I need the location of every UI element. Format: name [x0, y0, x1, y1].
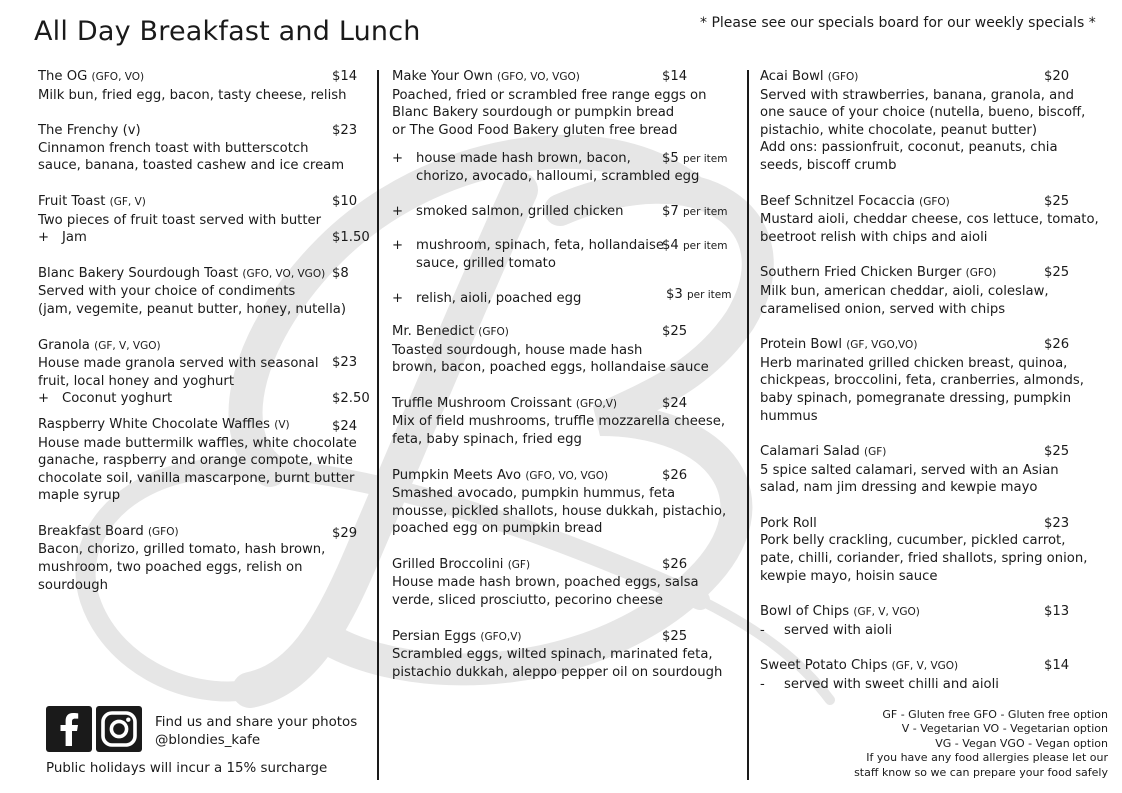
dietary-tag: (GFO): [827, 71, 859, 83]
item-description: Milk bun, american cheddar, aioli, coleslaw,: [760, 283, 1049, 299]
plus-sign: +: [392, 203, 404, 219]
item-name: Breakfast Board: [38, 523, 144, 539]
extra-description: smoked salmon, grilled chicken: [416, 203, 624, 219]
dash-bullet: -: [760, 622, 765, 638]
dietary-tag: (GF): [864, 446, 887, 459]
item-description: hummus: [760, 408, 818, 424]
specials-note: * Please see our specials board for our weekly specials *: [700, 15, 1096, 31]
dietary-tag: (GFO): [965, 267, 997, 280]
item-name: The Frenchy: [38, 123, 119, 139]
social-icons: [46, 706, 142, 752]
dietary-tag: (GFO): [147, 525, 179, 538]
item-description: feta, baby spinach, fried egg: [392, 431, 582, 447]
item-description: served with aioli: [784, 622, 893, 638]
menu-item-grilled-broccolini: [392, 556, 742, 610]
allergy-note: If you have any food allergies please let our: [866, 751, 1108, 765]
dietary-tag: (GF, V): [109, 195, 146, 208]
instagram-icon[interactable]: [96, 706, 142, 752]
item-description: 5 spice salted calamari, served with an Asian: [760, 462, 1059, 478]
extra-price: $4: [662, 238, 679, 254]
item-description: chocolate soil, vanilla mascarpone, burnt butter: [38, 470, 355, 486]
item-description: House made hash brown, poached eggs, salsa: [392, 575, 699, 591]
addon-price: $2.50: [332, 391, 370, 407]
item-name: Pumpkin Meets Avo: [392, 467, 522, 483]
item-description: Bacon, chorizo, grilled tomato, hash brown,: [38, 542, 326, 558]
item-name: Pork Roll: [760, 515, 817, 531]
item-price: $24: [332, 418, 358, 434]
dietary-tag: (GF, V, VGO): [94, 339, 161, 352]
item-price: $25: [1044, 444, 1070, 460]
menu-item-mr-benedict: [392, 323, 742, 377]
menu-item-sweet-potato-chips: [760, 657, 1110, 693]
item-description: Cinnamon french toast with butterscotch: [38, 140, 309, 156]
plus-sign: +: [38, 391, 50, 407]
menu-item-pumpkin-meets-avo: [392, 467, 742, 538]
addon-coconut-yoghurt: [38, 390, 376, 408]
extra-option: [392, 237, 742, 272]
dash-bullet: -: [760, 677, 765, 693]
item-name: Blanc Bakery Sourdough Toast: [38, 265, 239, 281]
item-name: Truffle Mushroom Croissant: [392, 395, 572, 411]
dietary-tag: (GF, V, VGO): [853, 606, 920, 619]
item-name: Granola: [38, 337, 90, 353]
dietary-tag: (GFO,V): [575, 397, 618, 410]
extra-price: $3: [666, 287, 683, 303]
item-price: $25: [662, 323, 688, 339]
menu-item-chicken-burger: [760, 264, 1110, 318]
item-price: $29: [332, 525, 358, 541]
item-description: served with sweet chilli and aioli: [784, 677, 999, 693]
item-description: or The Good Food Bakery gluten free bread: [392, 122, 678, 138]
column-divider-right: [747, 70, 749, 780]
plus-sign: +: [38, 230, 50, 246]
item-description: Served with strawberries, banana, granola, and: [760, 87, 1074, 103]
menu-item-breakfast-board: [38, 523, 376, 594]
legend-line: V - Vegetarian VO - Vegetarian option: [901, 722, 1108, 736]
item-name: Southern Fried Chicken Burger: [760, 265, 962, 281]
extra-description: relish, aioli, poached egg: [416, 291, 582, 307]
price-unit: per item: [682, 153, 728, 166]
menu-item-the-og: [38, 68, 376, 104]
item-description: kewpie mayo, hoisin sauce: [760, 568, 938, 584]
item-price: $26: [1044, 337, 1070, 353]
extra-price: $7: [662, 203, 679, 219]
item-price: $20: [1044, 69, 1070, 84]
extra-price: $5: [662, 151, 679, 167]
item-description: maple syrup: [38, 488, 121, 504]
addon-label: Jam: [62, 230, 87, 246]
instagram-handle: @blondies_kafe: [155, 733, 261, 748]
item-name: Grilled Broccolini: [392, 556, 504, 572]
dietary-tag: (v): [122, 123, 141, 139]
extra-description: sauce, grilled tomato: [416, 255, 556, 271]
item-description: House made granola served with seasonal: [38, 356, 319, 372]
item-name: Raspberry White Chocolate Waffles: [38, 416, 271, 432]
menu-column-eggs: [392, 68, 742, 681]
item-price: $13: [1044, 604, 1070, 620]
item-description: one sauce of your choice (nutella, bueno, biscoff,: [760, 105, 1086, 121]
item-name: Mr. Benedict: [392, 323, 475, 339]
item-description: pate, chilli, coriander, fried shallots, spring onion,: [760, 551, 1088, 567]
extra-description: house made hash brown, bacon,: [416, 151, 631, 167]
item-description: ganache, raspberry and orange compote, white: [38, 453, 353, 469]
dietary-legend: [854, 708, 1108, 780]
extra-description: mushroom, spinach, feta, hollandaise: [416, 238, 664, 254]
item-description: poached egg on pumpkin bread: [392, 521, 603, 537]
extra-option: [392, 150, 742, 185]
item-price: $24: [662, 395, 688, 411]
item-name: Sweet Potato Chips: [760, 658, 888, 674]
menu-item-granola: [38, 337, 376, 408]
item-name: Persian Eggs: [392, 628, 477, 644]
menu-column-lunch: [760, 68, 1110, 694]
menu-item-acai-bowl: [760, 68, 1110, 175]
item-description: Add ons: passionfruit, coconut, peanuts, chia: [760, 140, 1058, 156]
item-description: salad, nam jim dressing and kewpie mayo: [760, 480, 1038, 496]
item-description: Blanc Bakery sourdough or pumpkin bread: [392, 105, 675, 121]
column-divider-left: [377, 70, 379, 780]
menu-column-breakfast: [38, 68, 376, 594]
item-name: Calamari Salad: [760, 444, 860, 460]
dietary-tag: (GFO, VO, VGO): [525, 469, 609, 482]
menu-item-make-your-own: [392, 68, 742, 139]
menu-item-calamari-salad: [760, 443, 1110, 497]
item-price: $23: [332, 355, 358, 371]
menu-item-bowl-of-chips: [760, 603, 1110, 639]
plus-sign: +: [392, 238, 404, 254]
item-description: fruit, local honey and yoghurt: [38, 373, 235, 389]
extra-option: [392, 287, 742, 308]
extra-description: chorizo, avocado, halloumi, scrambled egg: [416, 168, 700, 184]
item-description: Mix of field mushrooms, truffle mozzarella cheese,: [392, 414, 726, 430]
menu-item-pork-roll: [760, 515, 1110, 585]
item-name: Protein Bowl: [760, 337, 842, 353]
addon-jam: [38, 229, 376, 247]
menu-item-the-frenchy: [38, 122, 376, 175]
dietary-tag: (GF, VGO,VO): [846, 339, 918, 352]
legend-line: GF - Gluten free GFO - Gluten free option: [882, 708, 1108, 721]
item-description: mousse, pickled shallots, house dukkah, pistachio,: [392, 503, 727, 519]
item-description: Two pieces of fruit toast served with butter: [38, 212, 322, 228]
menu-item-protein-bowl: [760, 336, 1110, 425]
item-description: beetroot relish with chips and aioli: [760, 229, 988, 245]
facebook-icon[interactable]: [46, 706, 92, 752]
allergy-note: staff know so we can prepare your food safely: [854, 765, 1108, 779]
item-description: (jam, vegemite, peanut butter, honey, nutella): [38, 301, 346, 317]
addon-price: $1.50: [332, 230, 370, 246]
item-description: Milk bun, fried egg, bacon, tasty cheese, relish: [38, 87, 347, 103]
item-description: mushroom, two poached eggs, relish on sourdough: [38, 560, 303, 593]
item-description: brown, bacon, poached eggs, hollandaise sauce: [392, 360, 709, 376]
legend-line: VG - Vegan VGO - Vegan option: [935, 736, 1108, 750]
item-description: Pork belly crackling, cucumber, pickled carrot,: [760, 533, 1066, 549]
dietary-tag: (GFO): [478, 325, 509, 338]
item-name: Fruit Toast: [38, 193, 106, 209]
item-description: Served with your choice of condiments: [38, 284, 296, 300]
dietary-tag: (GFO): [919, 195, 950, 208]
item-price: $26: [662, 467, 688, 483]
item-name: Beef Schnitzel Focaccia: [760, 193, 915, 209]
dietary-tag: (GF, V, VGO): [891, 660, 959, 673]
plus-sign: +: [392, 291, 404, 307]
menu-title: All Day Breakfast and Lunch: [34, 16, 421, 47]
item-description: Herb marinated grilled chicken breast, quinoa,: [760, 355, 1068, 371]
item-description: baby spinach, pomegranate dressing, pumpkin: [760, 390, 1072, 406]
dietary-tag: (GF): [507, 558, 531, 571]
item-price: $14: [662, 69, 688, 84]
item-name: Make Your Own: [392, 69, 493, 84]
dietary-tag: (GFO, VO, VGO): [242, 267, 326, 280]
item-price: $26: [662, 556, 688, 572]
surcharge-note: Public holidays will incur a 15% surcharge: [46, 761, 328, 776]
dietary-tag: (GFO, VO): [91, 71, 145, 83]
price-unit: per item: [682, 240, 728, 253]
item-description: Toasted sourdough, house made hash: [392, 342, 643, 358]
item-description: chickpeas, broccolini, feta, cranberries, almonds,: [760, 373, 1084, 389]
item-price: $23: [1044, 515, 1070, 531]
plus-sign: +: [392, 151, 404, 167]
item-price: $25: [1044, 265, 1070, 281]
item-description: pistachio, white chocolate, peanut butter): [760, 122, 1037, 138]
item-name: Acai Bowl: [760, 69, 824, 84]
item-description: Smashed avocado, pumpkin hummus, feta: [392, 486, 676, 502]
item-name: Bowl of Chips: [760, 604, 850, 620]
item-description: verde, sliced prosciutto, pecorino cheese: [392, 593, 663, 609]
item-price: $23: [332, 123, 358, 139]
menu-item-persian-eggs: [392, 628, 742, 682]
extra-option: [392, 203, 742, 221]
social-caption: [155, 714, 357, 750]
item-description: House made buttermilk waffles, white chocolate: [38, 435, 357, 451]
menu-item-waffles: [38, 416, 376, 505]
menu-item-beef-schnitzel: [760, 193, 1110, 247]
item-description: Mustard aioli, cheddar cheese, cos lettuce, tomato,: [760, 212, 1099, 228]
item-description: pistachio dukkah, aleppo pepper oil on sourdough: [392, 664, 723, 680]
item-name: The OG: [38, 69, 88, 84]
menu-item-fruit-toast: [38, 193, 376, 247]
menu-item-truffle-croissant: [392, 395, 742, 449]
price-unit: per item: [686, 289, 732, 302]
dietary-tag: (V): [274, 418, 290, 431]
item-price: $25: [1044, 193, 1070, 209]
item-price: $14: [332, 69, 358, 84]
item-price: $8: [332, 265, 349, 281]
item-description: caramelised onion, served with chips: [760, 301, 1006, 317]
dietary-tag: (GFO,V): [480, 630, 522, 643]
dietary-tag: (GFO, VO, VGO): [497, 71, 580, 83]
price-unit: per item: [682, 205, 728, 218]
social-line: Find us and share your photos: [155, 715, 358, 730]
item-price: $14: [1044, 658, 1070, 674]
item-description: Poached, fried or scrambled free range eggs on: [392, 87, 707, 103]
item-price: $10: [332, 193, 358, 209]
item-description: sauce, banana, toasted cashew and ice cream: [38, 158, 345, 174]
item-description: Scrambled eggs, wilted spinach, marinated feta,: [392, 647, 713, 663]
item-price: $25: [662, 628, 688, 644]
item-description: seeds, biscoff crumb: [760, 157, 897, 173]
menu-item-sourdough-toast: [38, 265, 376, 319]
addon-label: Coconut yoghurt: [62, 391, 173, 407]
